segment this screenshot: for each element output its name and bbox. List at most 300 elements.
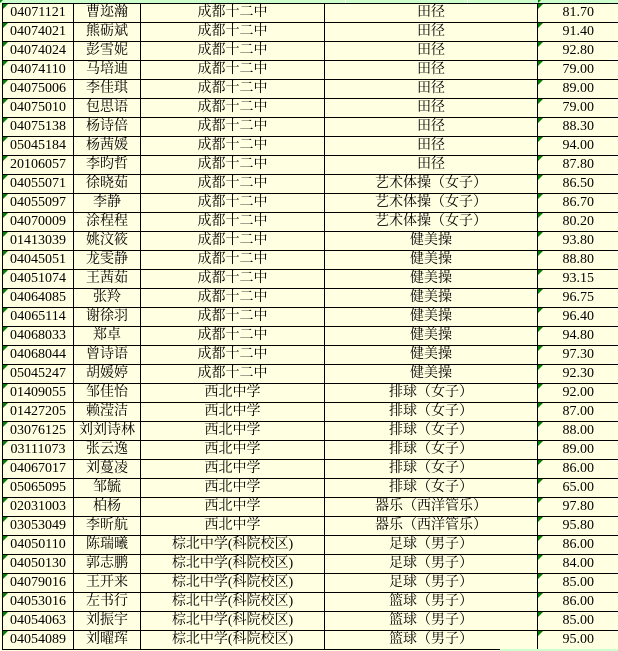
cell-student-id[interactable]	[3, 4, 74, 23]
cell-student-name[interactable]	[74, 479, 141, 498]
cell-student-id[interactable]	[3, 460, 74, 479]
error-indicator-icon	[3, 270, 8, 275]
error-indicator-icon	[538, 4, 543, 9]
cell-school[interactable]	[141, 327, 325, 346]
cell-student-name[interactable]	[74, 365, 141, 384]
cell-sport-category[interactable]	[325, 460, 538, 479]
cell-school[interactable]	[141, 479, 325, 498]
cell-student-id[interactable]	[3, 289, 74, 308]
cell-student-name[interactable]	[74, 555, 141, 574]
student-id-value: 04068033	[10, 328, 66, 343]
student-id-value: 04075138	[10, 119, 66, 134]
error-indicator-icon	[3, 327, 8, 332]
school-value: 成都十二中	[197, 195, 268, 210]
cell-student-id[interactable]	[3, 308, 74, 327]
cell-score[interactable]	[538, 251, 618, 270]
table-row	[3, 536, 618, 555]
school-value: 成都十二中	[197, 62, 268, 77]
cell-sport-category[interactable]	[325, 80, 538, 99]
cell-sport-category[interactable]	[325, 555, 538, 574]
cell-score[interactable]	[538, 422, 618, 441]
cell-score[interactable]	[538, 289, 618, 308]
cell-student-name[interactable]	[74, 308, 141, 327]
table-row	[3, 156, 618, 175]
cell-score[interactable]	[538, 137, 618, 156]
cell-score[interactable]	[538, 403, 618, 422]
error-indicator-icon	[538, 346, 543, 351]
student-id-value: 04079016	[10, 575, 66, 590]
cell-sport-category[interactable]	[325, 99, 538, 118]
sport-category-value: 足球（男子）	[389, 556, 473, 571]
cell-student-name[interactable]	[74, 289, 141, 308]
cell-school[interactable]	[141, 42, 325, 61]
error-indicator-icon	[3, 460, 8, 465]
cell-student-name[interactable]	[74, 175, 141, 194]
error-indicator-icon	[3, 308, 8, 313]
sport-category-value: 田径	[417, 157, 445, 172]
cell-student-id[interactable]	[3, 327, 74, 346]
table-row	[3, 270, 618, 289]
cell-student-name[interactable]	[74, 194, 141, 213]
cell-sport-category[interactable]	[325, 175, 538, 194]
cell-sport-category[interactable]	[325, 194, 538, 213]
cell-student-name[interactable]	[74, 346, 141, 365]
cell-sport-category[interactable]	[325, 270, 538, 289]
student-name-value: 熊砺斌	[86, 24, 128, 39]
student-id-value: 05065095	[10, 480, 66, 495]
error-indicator-icon	[538, 517, 543, 522]
cell-student-name[interactable]	[74, 536, 141, 555]
cell-score[interactable]	[538, 213, 618, 232]
table-row	[3, 612, 618, 631]
cell-student-id[interactable]	[3, 137, 74, 156]
error-indicator-icon	[538, 23, 543, 28]
student-name-value: 姚汶筱	[86, 233, 128, 248]
cell-sport-category[interactable]	[325, 251, 538, 270]
cell-student-name[interactable]	[74, 384, 141, 403]
cell-sport-category[interactable]	[325, 403, 538, 422]
sport-category-value: 排球（女子）	[389, 385, 473, 400]
error-indicator-icon	[538, 555, 543, 560]
table-row	[3, 498, 618, 517]
cell-score[interactable]	[538, 441, 618, 460]
spreadsheet-grid	[2, 3, 618, 650]
error-indicator-icon	[3, 251, 8, 256]
table-row	[3, 460, 618, 479]
table-row	[3, 384, 618, 403]
cell-score[interactable]	[538, 327, 618, 346]
cell-student-name[interactable]	[74, 631, 141, 650]
error-indicator-icon	[3, 365, 8, 370]
student-name-value: 王茜茹	[86, 271, 128, 286]
error-indicator-icon	[538, 61, 543, 66]
cell-score[interactable]	[538, 536, 618, 555]
cell-school[interactable]	[141, 175, 325, 194]
student-name-value: 谢徐羽	[86, 309, 128, 324]
cell-student-id[interactable]	[3, 574, 74, 593]
cell-student-id[interactable]	[3, 365, 74, 384]
cell-sport-category[interactable]	[325, 498, 538, 517]
error-indicator-icon	[3, 289, 8, 294]
sport-category-value: 健美操	[410, 309, 452, 324]
cell-student-id[interactable]	[3, 61, 74, 80]
cell-score[interactable]	[538, 4, 618, 23]
school-value: 成都十二中	[197, 43, 268, 58]
score-value: 88.80	[562, 252, 594, 267]
cell-school[interactable]	[141, 308, 325, 327]
cell-student-id[interactable]	[3, 346, 74, 365]
score-value: 79.00	[562, 62, 594, 77]
cell-sport-category[interactable]	[325, 213, 538, 232]
table-row	[3, 232, 618, 251]
error-indicator-icon	[538, 631, 543, 636]
table-row	[3, 422, 618, 441]
table-row	[3, 308, 618, 327]
error-indicator-icon	[538, 479, 543, 484]
error-indicator-icon	[3, 441, 8, 446]
cell-student-name[interactable]	[74, 23, 141, 42]
cell-student-id[interactable]	[3, 517, 74, 536]
cell-sport-category[interactable]	[325, 327, 538, 346]
school-value: 成都十二中	[197, 176, 268, 191]
school-value: 西北中学	[204, 404, 261, 419]
cell-sport-category[interactable]	[325, 4, 538, 23]
sport-category-value: 健美操	[410, 233, 452, 248]
cell-score[interactable]	[538, 631, 618, 650]
table-row	[3, 251, 618, 270]
cell-student-id[interactable]	[3, 631, 74, 650]
error-indicator-icon	[3, 156, 8, 161]
cell-score[interactable]	[538, 80, 618, 99]
cell-student-name[interactable]	[74, 118, 141, 137]
cell-score[interactable]	[538, 270, 618, 289]
cell-student-id[interactable]	[3, 441, 74, 460]
cell-student-name[interactable]	[74, 498, 141, 517]
cell-school[interactable]	[141, 270, 325, 289]
cell-school[interactable]	[141, 384, 325, 403]
school-value: 成都十二中	[197, 347, 268, 362]
cell-school[interactable]	[141, 99, 325, 118]
score-value: 89.00	[562, 442, 594, 457]
error-indicator-icon	[538, 384, 543, 389]
cell-sport-category[interactable]	[325, 612, 538, 631]
cell-school[interactable]	[141, 156, 325, 175]
error-indicator-icon	[538, 422, 543, 427]
cell-student-id[interactable]	[3, 555, 74, 574]
cell-score[interactable]	[538, 175, 618, 194]
table-row	[3, 23, 618, 42]
cell-score[interactable]	[538, 118, 618, 137]
error-indicator-icon	[538, 365, 543, 370]
cell-student-name[interactable]	[74, 403, 141, 422]
error-indicator-icon	[538, 327, 543, 332]
cell-student-id[interactable]	[3, 403, 74, 422]
cell-student-name[interactable]	[74, 137, 141, 156]
error-indicator-icon	[3, 403, 8, 408]
cell-school[interactable]	[141, 422, 325, 441]
cell-school[interactable]	[141, 118, 325, 137]
cell-school[interactable]	[141, 498, 325, 517]
sport-category-value: 田径	[417, 119, 445, 134]
cell-school[interactable]	[141, 194, 325, 213]
cell-student-id[interactable]	[3, 479, 74, 498]
cell-school[interactable]	[141, 631, 325, 650]
error-indicator-icon	[3, 194, 8, 199]
error-indicator-icon	[3, 118, 8, 123]
cell-score[interactable]	[538, 365, 618, 384]
cell-school[interactable]	[141, 612, 325, 631]
score-value: 65.00	[562, 480, 594, 495]
cell-school[interactable]	[141, 61, 325, 80]
cell-sport-category[interactable]	[325, 61, 538, 80]
cell-sport-category[interactable]	[325, 365, 538, 384]
sheet-body	[3, 4, 618, 650]
sport-category-value: 器乐（西洋管乐）	[375, 518, 487, 533]
school-value: 棕北中学(科院校区)	[171, 575, 294, 590]
cell-sport-category[interactable]	[325, 42, 538, 61]
cell-student-name[interactable]	[74, 61, 141, 80]
cell-sport-category[interactable]	[325, 574, 538, 593]
error-indicator-icon	[538, 194, 543, 199]
cell-score[interactable]	[538, 346, 618, 365]
cell-student-name[interactable]	[74, 99, 141, 118]
cell-sport-category[interactable]	[325, 118, 538, 137]
error-indicator-icon	[3, 593, 8, 598]
cell-score[interactable]	[538, 612, 618, 631]
cell-sport-category[interactable]	[325, 384, 538, 403]
cell-sport-category[interactable]	[325, 23, 538, 42]
cell-student-id[interactable]	[3, 536, 74, 555]
cell-school[interactable]	[141, 441, 325, 460]
cell-student-id[interactable]	[3, 175, 74, 194]
table-row	[3, 175, 618, 194]
cell-sport-category[interactable]	[325, 593, 538, 612]
cell-student-name[interactable]	[74, 251, 141, 270]
student-id-value: 04055071	[10, 176, 66, 191]
cell-student-name[interactable]	[74, 232, 141, 251]
score-value: 86.00	[562, 461, 594, 476]
error-indicator-icon	[538, 42, 543, 47]
student-id-value: 04070009	[10, 214, 66, 229]
sport-category-value: 健美操	[410, 252, 452, 267]
student-name-value: 陈瑞曦	[86, 537, 128, 552]
sport-category-value: 排球（女子）	[389, 442, 473, 457]
cell-student-id[interactable]	[3, 156, 74, 175]
cell-student-name[interactable]	[74, 270, 141, 289]
sport-category-value: 排球（女子）	[389, 480, 473, 495]
cell-student-name[interactable]	[74, 460, 141, 479]
cell-sport-category[interactable]	[325, 137, 538, 156]
error-indicator-icon	[3, 61, 8, 66]
cell-school[interactable]	[141, 80, 325, 99]
cell-student-name[interactable]	[74, 42, 141, 61]
sport-category-value: 田径	[417, 100, 445, 115]
score-value: 97.30	[562, 347, 594, 362]
student-name-value: 马培迪	[86, 62, 128, 77]
cell-student-name[interactable]	[74, 422, 141, 441]
cell-student-name[interactable]	[74, 593, 141, 612]
school-value: 成都十二中	[197, 271, 268, 286]
error-indicator-icon	[3, 80, 8, 85]
sport-category-value: 排球（女子）	[389, 423, 473, 438]
cell-student-id[interactable]	[3, 99, 74, 118]
cell-school[interactable]	[141, 23, 325, 42]
school-value: 棕北中学(科院校区)	[171, 594, 294, 609]
cell-score[interactable]	[538, 194, 618, 213]
student-id-value: 03053049	[10, 518, 66, 533]
table-row	[3, 42, 618, 61]
student-id-value: 04050130	[10, 556, 66, 571]
score-value: 88.00	[562, 423, 594, 438]
cell-score[interactable]	[538, 61, 618, 80]
cell-school[interactable]	[141, 251, 325, 270]
cell-score[interactable]	[538, 479, 618, 498]
cell-student-name[interactable]	[74, 4, 141, 23]
cell-student-name[interactable]	[74, 612, 141, 631]
error-indicator-icon	[3, 137, 8, 142]
cell-school[interactable]	[141, 137, 325, 156]
cell-student-id[interactable]	[3, 80, 74, 99]
score-value: 91.40	[562, 24, 594, 39]
error-indicator-icon	[538, 289, 543, 294]
error-indicator-icon	[538, 612, 543, 617]
table-row	[3, 517, 618, 536]
sport-category-value: 排球（女子）	[389, 404, 473, 419]
cell-school[interactable]	[141, 517, 325, 536]
cell-school[interactable]	[141, 365, 325, 384]
cell-student-id[interactable]	[3, 213, 74, 232]
cell-student-name[interactable]	[74, 574, 141, 593]
student-name-value: 李昕航	[86, 518, 128, 533]
cell-student-id[interactable]	[3, 593, 74, 612]
cell-sport-category[interactable]	[325, 517, 538, 536]
cell-school[interactable]	[141, 574, 325, 593]
student-id-value: 04075010	[10, 100, 66, 115]
cell-school[interactable]	[141, 232, 325, 251]
cell-student-name[interactable]	[74, 441, 141, 460]
school-value: 成都十二中	[197, 157, 268, 172]
cell-student-id[interactable]	[3, 422, 74, 441]
table-row	[3, 99, 618, 118]
cell-student-id[interactable]	[3, 251, 74, 270]
cell-school[interactable]	[141, 346, 325, 365]
cell-school[interactable]	[141, 289, 325, 308]
error-indicator-icon	[3, 23, 8, 28]
error-indicator-icon	[538, 574, 543, 579]
cell-sport-category[interactable]	[325, 422, 538, 441]
score-value: 93.80	[562, 233, 594, 248]
cell-score[interactable]	[538, 42, 618, 61]
cell-school[interactable]	[141, 213, 325, 232]
cell-school[interactable]	[141, 536, 325, 555]
cell-student-id[interactable]	[3, 612, 74, 631]
table-row	[3, 574, 618, 593]
student-name-value: 刘振宇	[86, 613, 128, 628]
cell-sport-category[interactable]	[325, 308, 538, 327]
cell-sport-category[interactable]	[325, 631, 538, 650]
score-value: 79.00	[562, 100, 594, 115]
cell-score[interactable]	[538, 460, 618, 479]
school-value: 成都十二中	[197, 119, 268, 134]
cell-school[interactable]	[141, 4, 325, 23]
cell-school[interactable]	[141, 593, 325, 612]
cell-student-id[interactable]	[3, 270, 74, 289]
table-row	[3, 118, 618, 137]
cell-school[interactable]	[141, 460, 325, 479]
error-indicator-icon	[3, 536, 8, 541]
score-value: 95.80	[562, 518, 594, 533]
cell-score[interactable]	[538, 593, 618, 612]
cell-score[interactable]	[538, 156, 618, 175]
cell-student-name[interactable]	[74, 213, 141, 232]
student-name-value: 李静	[93, 195, 121, 210]
school-value: 西北中学	[204, 461, 261, 476]
student-name-value: 胡媛婷	[86, 366, 128, 381]
cell-student-name[interactable]	[74, 517, 141, 536]
cell-student-id[interactable]	[3, 194, 74, 213]
cell-sport-category[interactable]	[325, 289, 538, 308]
cell-score[interactable]	[538, 517, 618, 536]
sport-category-value: 排球（女子）	[389, 461, 473, 476]
cell-student-id[interactable]	[3, 384, 74, 403]
error-indicator-icon	[538, 232, 543, 237]
school-value: 成都十二中	[197, 233, 268, 248]
cell-score[interactable]	[538, 308, 618, 327]
cell-score[interactable]	[538, 574, 618, 593]
cell-score[interactable]	[538, 99, 618, 118]
cell-score[interactable]	[538, 498, 618, 517]
student-name-value: 曾诗语	[86, 347, 128, 362]
school-value: 成都十二中	[197, 138, 268, 153]
cell-score[interactable]	[538, 23, 618, 42]
cell-score[interactable]	[538, 384, 618, 403]
student-id-value: 01409055	[10, 385, 66, 400]
cell-score[interactable]	[538, 555, 618, 574]
cell-school[interactable]	[141, 403, 325, 422]
cell-student-name[interactable]	[74, 80, 141, 99]
cell-sport-category[interactable]	[325, 536, 538, 555]
cell-student-id[interactable]	[3, 118, 74, 137]
cell-student-name[interactable]	[74, 156, 141, 175]
student-id-value: 04051074	[10, 271, 66, 286]
table-row	[3, 61, 618, 80]
cell-sport-category[interactable]	[325, 441, 538, 460]
cell-student-id[interactable]	[3, 498, 74, 517]
sport-category-value: 足球（男子）	[389, 537, 473, 552]
cell-sport-category[interactable]	[325, 232, 538, 251]
student-id-value: 05045247	[10, 366, 66, 381]
cell-student-id[interactable]	[3, 42, 74, 61]
student-name-value: 涂程程	[86, 214, 128, 229]
student-id-value: 04064085	[10, 290, 66, 305]
score-value: 89.00	[562, 81, 594, 96]
cell-sport-category[interactable]	[325, 156, 538, 175]
cell-sport-category[interactable]	[325, 479, 538, 498]
error-indicator-icon	[538, 536, 543, 541]
cell-student-id[interactable]	[3, 232, 74, 251]
score-value: 85.00	[562, 613, 594, 628]
cell-school[interactable]	[141, 555, 325, 574]
cell-score[interactable]	[538, 232, 618, 251]
cell-student-name[interactable]	[74, 327, 141, 346]
error-indicator-icon	[538, 460, 543, 465]
sport-category-value: 田径	[417, 81, 445, 96]
sport-category-value: 田径	[417, 24, 445, 39]
cell-sport-category[interactable]	[325, 346, 538, 365]
cell-student-id[interactable]	[3, 23, 74, 42]
student-id-value: 04074021	[10, 24, 66, 39]
sport-category-value: 健美操	[410, 347, 452, 362]
